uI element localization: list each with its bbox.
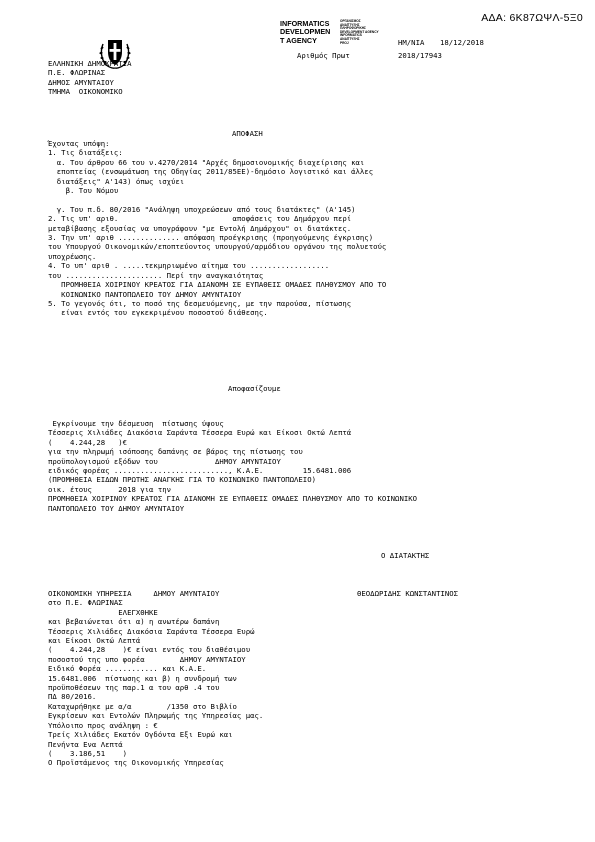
signatory-name: ΘΕΟΔΩΡΙΔΗΣ ΚΩΝΣΤΑΝΤΙΝΟΣ [357, 589, 459, 598]
registry-number-label: Αριθμός Πρωτ [297, 51, 350, 60]
agency-tag-small: ΟΡΓΑΝΙΣΜΟΣ ΑΝΑΠΤΥΞΗΣ ΠΛΗΡΟΦΟΡΙΚΗΣ DEVELOPMENT AGENCY INFORMATICS ΑΝΑΠΤΥΞΗΣ PROJ [340, 19, 379, 45]
issuer-header: ΕΛΛΗΝΙΚΗ ΔΗΜΟΚΡΑΤΙΑ Π.Ε. ΦΛΩΡΙΝΑΣ ΔΗΜΟΣ ΑΜΥΝΤΑΙΟΥ ΤΜΗΜΑ ΟΙΚΟΝΟΜΙΚΟ [48, 59, 132, 97]
decision-title: ΑΠΟΦΑΣΗ [232, 129, 263, 138]
director-label: Ο ΔΙΑΤΑΚΤΗΣ [381, 551, 430, 560]
agency-tag: INFORMATICS DEVELOPMEN T AGENCY [280, 19, 331, 45]
commitment-section: Εγκρίνουμε την δέσμευση πίστωσης ύψους Τέσσερις Χιλιάδες Διακόσια Σαράντα Τέσσερα Ευρώ και Είκοσι Οκτώ Λεπτά ( 4.244,28 )€ για την πληρωμή ισόποσης δαπάνης σε βάρος της πίστωσης του προϋπολογισμού εξόδων του ΔΗΜΟΥ ΑΜΥΝΤΑΙΟΥ ειδικός φορέας .........................., Κ.Α.Ε. 15.6481.006 (ΠΡΟΜΗΘΕΙΑ ΕΙΔΩΝ ΠΡΩΤΗΣ ΑΝΑΓΚΗΣ ΓΙΑ ΤΟ ΚΟΙΝΩΝΙΚΟ ΠΑΝΤΟΠΩΛΕΙΟ) οικ. έτους 2018 για την ΠΡΟΜΗΘΕΙΑ ΧΟΙΡΙΝΟΥ ΚΡΕΑΤΟΣ ΓΙΑ ΔΙΑΝΟΜΗ ΣΕ ΕΥΠΑΘΕΙΣ ΟΜΑΔΕΣ ΠΛΗΘΥΣΜΟΥ ΑΠΟ ΤΟ ΚΟΙΝΩΝΙΚΟ ΠΑΝΤΟΠΩΛΕΙΟ ΤΟΥ ΔΗΜΟΥ ΑΜΥΝΤΑΙΟΥ [48, 419, 418, 513]
registry-number: 2018/17943 [398, 51, 442, 60]
decide-title: Αποφασίζουμε [228, 384, 281, 393]
registry-date-label: ΗΜ/ΝΙΑ [398, 38, 425, 47]
registry-date: 18/12/2018 [440, 38, 484, 47]
greek-coat-of-arms-icon [78, 17, 114, 51]
financial-service-section: ΟΙΚΟΝΟΜΙΚΗ ΥΠΗΡΕΣΙΑ ΔΗΜΟΥ ΑΜΥΝΤΑΙΟΥ στο Π.Ε. ΦΛΩΡΙΝΑΣ ΕΛΕΓΧΘΗΚΕ και βεβαιώνεται ότι α) η ανωτέρω δαπάνη Τέσσερις Χιλιάδες Διακόσια Σαράντα Τέσσερα Ευρώ και Είκοσι Οκτώ Λεπτά ( 4.244,28 )€ είναι εντός του διαθέσιμου ποσοστού της υπο φορέα ΔΗΜΟΥ ΑΜΥΝΤΑΙΟΥ Ειδικό Φορέα ............ και Κ.Α.Ε. 15.6481.006 πίστωσης και β) η συνδρομή των προϋποθέσεων της παρ.1 α του αρθ .4 του ΠΔ 80/2016. Καταχωρήθηκε με α/α /1350 στο Βιβλίο Εγκρίσεων και Εντολών Πληρωμής της Υπηρεσίας μας. Υπόλοιπο προς ανάληψη : € Τρείς Χιλιάδες Εκατόν Ογδόντα Εξι Ευρώ και Πενήντα Ενα Λεπτά ( 3.186,51 ) Ο Προϊστάμενος της Οικονομικής Υπηρεσίας [48, 589, 264, 768]
ada-code: ΑΔΑ: 6Κ87ΩΨΛ-5Ξ0 [481, 12, 583, 24]
considerations-section: Έχοντας υπόψη: 1. Τις διατάξεις: α. Του άρθρου 66 του ν.4270/2014 "Αρχές δημοσιονομικής διαχείρισης και εποπτείας (ενσωμάτωση της Οδηγίας 2011/85ΕΕ)-δημόσιο λογιστικό και άλλες διατάξεις" Α'143) όπως ισχύει β. Του Νόμου γ. Του π.δ. 80/2016 "Ανάληψη υποχρεώσεων από τους διατάκτες" (Α'145) 2. Τις υπ' αριθ. αποφάσεις του Δημάρχου περί μεταβίβασης εξουσίας να υπογράφουν "με Εντολή Δημάρχου" οι διατάκτες. 3. Την υπ' αριθ .............. απόφαση προέγκρισης (προηγούμενης έγκρισης) του Υπουργού Οικονομικών/εποπτεύοντος υπουργού/αρμόδιου οργάνου της πολυετούς υποχρέωσης. 4. Το υπ' αριθ . .....τεκμηριωμένο αίτημα του .................. του ...................... Περί την αναγκαιότητας ΠΡΟΜΗΘΕΙΑ ΧΟΙΡΙΝΟΥ ΚΡΕΑΤΟΣ ΓΙΑ ΔΙΑΝΟΜΗ ΣΕ ΕΥΠΑΘΕΙΣ ΟΜΑΔΕΣ ΠΛΗΘΥΣΜΟΥ ΑΠΟ ΤΟ ΚΟΙΝΩΝΙΚΟ ΠΑΝΤΟΠΩΛΕΙΟ ΤΟΥ ΔΗΜΟΥ ΑΜΥΝΤΑΙΟΥ 5. Το γεγονός ότι, το ποσό της δεσμευόμενης, με την παρούσα, πίστωσης είναι εντός του εγκεκριμένου ποσοστού διάθεσης. [48, 139, 387, 318]
